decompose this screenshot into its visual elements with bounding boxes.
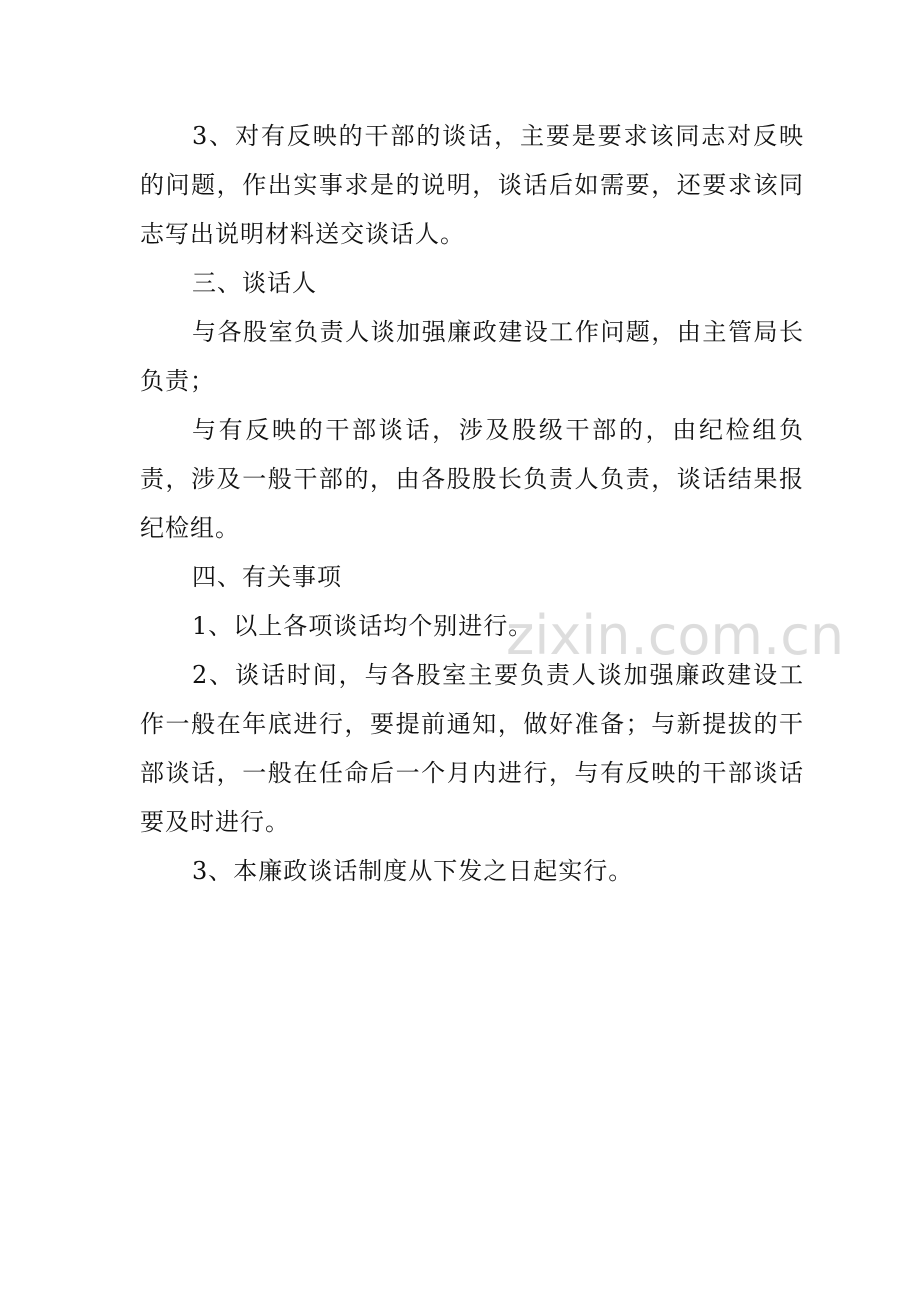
paragraph-1: 3、对有反映的干部的谈话，主要是要求该同志对反映的问题，作出实事求是的说明，谈话后如需要，还要求该同志写出说明材料送交谈话人。 (140, 122, 804, 248)
section-heading-3: 三、谈话人 (192, 269, 317, 297)
section-heading-4: 四、有关事项 (192, 563, 342, 591)
paragraph-3: 与有反映的干部谈话，涉及股级干部的，由纪检组负责，涉及一般干部的，由各股股长负责人负责，谈话结果报纪检组。 (140, 416, 804, 542)
paragraph-4: 1、以上各项谈话均个别进行。 (192, 612, 534, 640)
document-body (140, 112, 804, 896)
paragraph-6: 3、本廉政谈话制度从下发之日起实行。 (192, 857, 634, 885)
watermark: zixin.com.cn (506, 604, 845, 667)
paragraph-2: 与各股室负责人谈加强廉政建设工作问题，由主管局长负责； (140, 318, 804, 395)
paragraph-5: 2、谈话时间，与各股室主要负责人谈加强廉政建设工作一般在年底进行，要提前通知，做好准备；与新提拔的干部谈话，一般在任命后一个月内进行，与有反映的干部谈话要及时进行。 (140, 661, 804, 836)
